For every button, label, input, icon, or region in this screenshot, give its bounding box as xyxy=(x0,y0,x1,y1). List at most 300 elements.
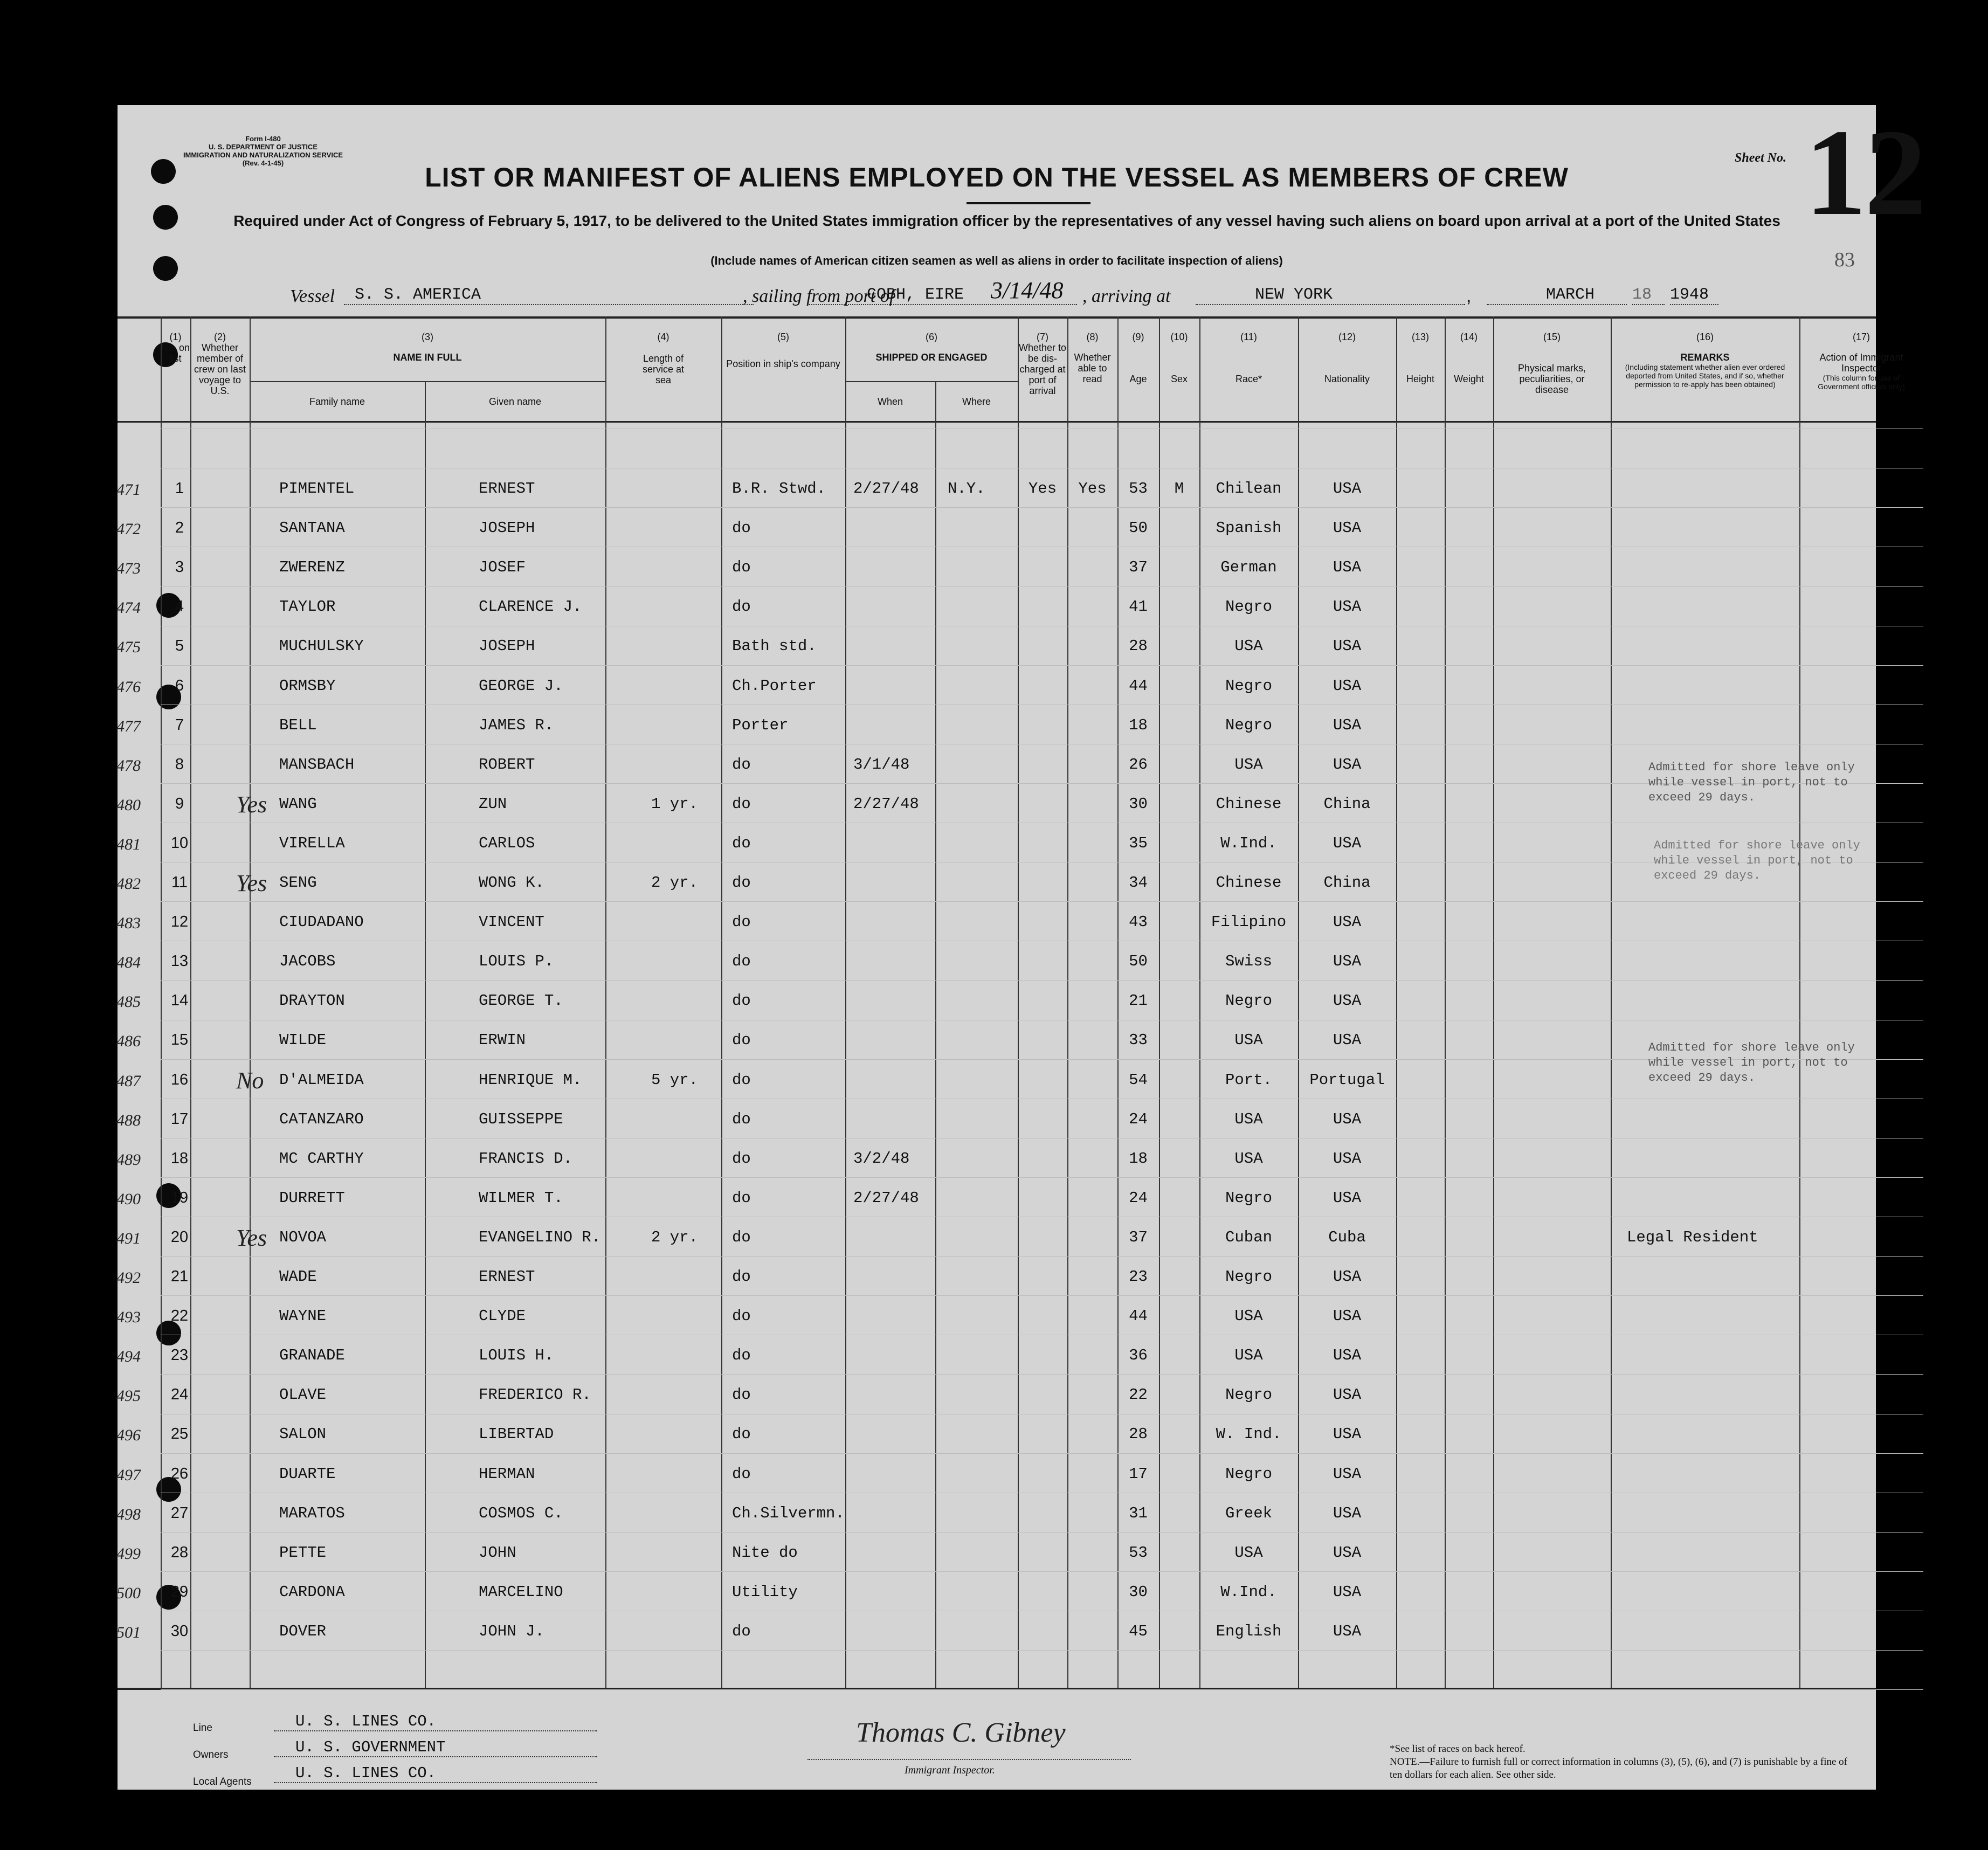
arrival-port: NEW YORK xyxy=(1196,286,1465,305)
race: English xyxy=(1216,1623,1282,1640)
position: do xyxy=(732,1268,751,1286)
family-name: OLAVE xyxy=(279,1386,327,1404)
penalty-note: NOTE.—Failure to furnish full or correct information in columns (3), (5), (6), and (7) is punishable by a fine of ten dollars for each alien. See other side. xyxy=(1390,1756,1847,1780)
form-revision: (Rev. 4-1-45) xyxy=(242,159,284,167)
ruled-line xyxy=(161,980,1923,981)
col-3-header: (3) NAME IN FULL xyxy=(393,332,462,363)
given-name: ERNEST xyxy=(479,480,535,498)
race: Filipino xyxy=(1211,913,1287,931)
arrival-month: MARCH xyxy=(1487,286,1627,305)
race: Negro xyxy=(1225,992,1272,1010)
margin-serial-number: 476 xyxy=(116,678,141,696)
family-name: D'ALMEIDA xyxy=(279,1071,364,1089)
column-rule xyxy=(425,381,426,1688)
margin-serial-number: 494 xyxy=(116,1348,141,1365)
position: Ch.Silvermn. xyxy=(732,1504,845,1522)
document-subtitle: Required under Act of Congress of February 5, 1917, to be delivered to the United States immigration officer by the representatives of any vessel having such aliens on board upon arrival at a port of the United States xyxy=(233,212,1780,229)
age: 22 xyxy=(1129,1386,1148,1404)
family-name: ZWERENZ xyxy=(279,558,345,576)
position: do xyxy=(732,1071,751,1089)
given-name: FRANCIS D. xyxy=(479,1150,573,1168)
owners-label: Owners xyxy=(193,1749,229,1761)
position: do xyxy=(732,952,751,970)
column-rule xyxy=(190,316,191,1688)
length-of-service: 2 yr. xyxy=(651,874,699,892)
column-rule xyxy=(1067,316,1068,1688)
position: do xyxy=(732,1189,751,1207)
age: 50 xyxy=(1129,519,1148,537)
age: 43 xyxy=(1129,913,1148,931)
nationality: USA xyxy=(1333,913,1362,931)
ruled-line xyxy=(161,1650,1923,1651)
given-name: JOHN xyxy=(479,1544,516,1562)
age: 35 xyxy=(1129,834,1148,852)
ruled-line xyxy=(161,507,1923,508)
margin-serial-number: 485 xyxy=(116,993,141,1011)
nationality: Cuba xyxy=(1328,1228,1366,1246)
column-rule xyxy=(250,316,251,1688)
ruled-line xyxy=(161,1453,1923,1454)
row-number: 19 xyxy=(170,1189,189,1206)
ruled-line xyxy=(161,665,1923,666)
position: B.R. Stwd. xyxy=(732,480,826,498)
col-9-header: (9) Age xyxy=(1129,332,1147,384)
race: Negro xyxy=(1225,598,1272,616)
margin-serial-number: 472 xyxy=(116,520,141,538)
document-subnote: (Include names of American citizen seamen as well as aliens in order to facilitate inspection of aliens) xyxy=(710,254,1283,267)
row-number: 18 xyxy=(170,1150,189,1167)
shipped-when: 3/1/48 xyxy=(853,756,910,774)
page-number: 83 xyxy=(1834,248,1855,271)
family-name: WADE xyxy=(279,1268,317,1286)
inspector-label: Immigrant Inspector. xyxy=(905,1764,995,1776)
family-name: DOVER xyxy=(279,1623,327,1640)
manifest-sheet xyxy=(116,103,1924,1790)
position: do xyxy=(732,913,751,931)
race: USA xyxy=(1234,637,1263,655)
family-name: BELL xyxy=(279,716,317,734)
ruled-line xyxy=(161,1374,1923,1375)
margin-serial-number: 482 xyxy=(116,875,141,893)
column-rule xyxy=(1493,316,1494,1688)
family-name-header: Family name xyxy=(309,396,365,407)
column-rule xyxy=(1611,316,1612,1688)
row-number: 13 xyxy=(170,952,189,970)
row-number: 20 xyxy=(170,1228,189,1246)
margin-serial-number: 489 xyxy=(116,1151,141,1169)
position: Utility xyxy=(732,1583,798,1601)
age: 45 xyxy=(1129,1623,1148,1640)
age: 33 xyxy=(1129,1031,1148,1049)
family-name: MARATOS xyxy=(279,1504,345,1522)
column-rule xyxy=(935,381,936,1688)
family-name: DRAYTON xyxy=(279,992,345,1010)
race: W.Ind. xyxy=(1220,1583,1277,1601)
row-number: 3 xyxy=(175,558,184,576)
col-17-header: (17) Action of Immigrant Inspector (This column for use of Government officials only) xyxy=(1818,332,1905,391)
race: Swiss xyxy=(1225,952,1272,970)
length-of-service: 5 yr. xyxy=(651,1071,699,1089)
position: Ch.Porter xyxy=(732,677,817,695)
race: Negro xyxy=(1225,1268,1272,1286)
row-number: 15 xyxy=(170,1031,189,1048)
given-name: LIBERTAD xyxy=(479,1425,554,1443)
family-name: MC CARTHY xyxy=(279,1150,364,1168)
family-name: SENG xyxy=(279,874,317,892)
races-note: *See list of races on back hereof. xyxy=(1390,1743,1525,1755)
vessel-name: S. S. AMERICA xyxy=(344,286,754,305)
position: do xyxy=(732,1110,751,1128)
column-rule xyxy=(1159,316,1160,1688)
age: 24 xyxy=(1129,1189,1148,1207)
age: 24 xyxy=(1129,1110,1148,1128)
handwritten-date: 3/14/48 xyxy=(991,277,1064,303)
age: 54 xyxy=(1129,1071,1148,1089)
row-number: 1 xyxy=(175,480,184,497)
nationality: USA xyxy=(1333,519,1362,537)
given-name: LOUIS P. xyxy=(479,952,554,970)
margin-serial-number: 501 xyxy=(116,1624,141,1641)
family-name: GRANADE xyxy=(279,1347,345,1364)
position: do xyxy=(732,1228,751,1246)
row-number: 25 xyxy=(170,1425,189,1442)
nationality: USA xyxy=(1333,992,1362,1010)
margin-serial-number: 484 xyxy=(116,954,141,971)
race: Chinese xyxy=(1216,874,1282,892)
column-rule xyxy=(161,316,162,1688)
arriving-label: , arriving at xyxy=(1082,286,1171,306)
remark-shore-leave: Admitted for shore leave only while vessel in port, not to exceed 29 days. xyxy=(1648,761,1855,804)
age: 26 xyxy=(1129,756,1148,774)
local-agents-value: U. S. LINES CO. xyxy=(274,1764,597,1783)
race: German xyxy=(1220,558,1277,576)
margin-serial-number: 477 xyxy=(116,717,141,735)
age: 37 xyxy=(1129,558,1148,576)
ruled-line xyxy=(161,1532,1923,1533)
shipped-where: N.Y. xyxy=(948,480,985,498)
margin-serial-number: 480 xyxy=(116,796,141,814)
age: 28 xyxy=(1129,1425,1148,1443)
position: do xyxy=(732,1623,751,1640)
col-14-header: (14) Weight xyxy=(1454,332,1484,384)
row-number: 5 xyxy=(175,637,184,654)
column-rule xyxy=(1396,316,1397,1688)
nationality: USA xyxy=(1333,1268,1362,1286)
column-rule xyxy=(1799,316,1800,1688)
row-number: 16 xyxy=(170,1071,189,1088)
family-name: DUARTE xyxy=(279,1465,336,1483)
margin-serial-number: 478 xyxy=(116,757,141,775)
col-5-header: (5) Position in ship's company xyxy=(726,332,840,369)
sailing-label: , sailing from port of xyxy=(743,286,895,306)
margin-serial-number: 495 xyxy=(116,1387,141,1405)
race: Negro xyxy=(1225,677,1272,695)
race: USA xyxy=(1234,756,1263,774)
col-1-header: (1) No. on list xyxy=(161,332,190,364)
given-name: CLYDE xyxy=(479,1307,526,1325)
position: do xyxy=(732,1465,751,1483)
given-name: COSMOS C. xyxy=(479,1504,563,1522)
race: Chilean xyxy=(1216,480,1282,498)
nationality: USA xyxy=(1333,1583,1362,1601)
nationality: USA xyxy=(1333,1189,1362,1207)
remarks: Legal Resident xyxy=(1627,1228,1758,1246)
vessel-label: Vessel xyxy=(290,286,335,306)
race: Negro xyxy=(1225,1189,1272,1207)
table-top-rule xyxy=(118,316,1876,319)
given-name: WILMER T. xyxy=(479,1189,563,1207)
age: 23 xyxy=(1129,1268,1148,1286)
age: 30 xyxy=(1129,795,1148,813)
col-4-header: (4) Length of service at sea xyxy=(642,332,685,385)
discharged: Yes xyxy=(1028,480,1057,498)
row-number: 22 xyxy=(170,1307,189,1324)
position: do xyxy=(732,1307,751,1325)
row-number: 14 xyxy=(170,992,189,1009)
ruled-line xyxy=(161,1571,1923,1572)
shipped-when: 2/27/48 xyxy=(853,795,919,813)
sheet-label: Sheet No. xyxy=(1735,151,1786,165)
age: 18 xyxy=(1129,716,1148,734)
given-name: ERNEST xyxy=(479,1268,535,1286)
nationality: USA xyxy=(1333,1031,1362,1049)
shipped-when: 2/27/48 xyxy=(853,480,919,498)
margin-serial-number: 487 xyxy=(116,1072,141,1090)
nationality: USA xyxy=(1333,952,1362,970)
age: 28 xyxy=(1129,637,1148,655)
position: do xyxy=(732,874,751,892)
margin-serial-number: 490 xyxy=(116,1190,141,1208)
shipped-subheader-rule xyxy=(845,381,1018,382)
given-name-header: Given name xyxy=(488,396,542,407)
last-voyage-mark: No xyxy=(236,1067,264,1094)
row-number: 17 xyxy=(170,1110,189,1128)
race: Negro xyxy=(1225,1465,1272,1483)
signature-line xyxy=(807,1759,1131,1760)
last-voyage-mark: Yes xyxy=(236,1225,267,1251)
family-name: SALON xyxy=(279,1425,327,1443)
given-name: JOSEPH xyxy=(479,519,535,537)
given-name: EVANGELINO R. xyxy=(479,1228,601,1246)
row-number: 26 xyxy=(170,1465,189,1482)
given-name: VINCENT xyxy=(479,913,544,931)
position: do xyxy=(732,558,751,576)
age: 21 xyxy=(1129,992,1148,1010)
race: Cuban xyxy=(1225,1228,1272,1246)
nationality: USA xyxy=(1333,558,1362,576)
given-name: GUISSEPPE xyxy=(479,1110,563,1128)
position: do xyxy=(732,1031,751,1049)
able-to-read: Yes xyxy=(1078,480,1107,498)
nationality: USA xyxy=(1333,598,1362,616)
given-name: FREDERICO R. xyxy=(479,1386,591,1404)
position: do xyxy=(732,1386,751,1404)
nationality: USA xyxy=(1333,677,1362,695)
when-header: When xyxy=(877,396,903,407)
family-name: TAYLOR xyxy=(279,598,336,616)
given-name: GEORGE T. xyxy=(479,992,563,1010)
ruled-line xyxy=(161,1295,1923,1296)
where-header: Where xyxy=(962,396,991,407)
given-name: JOSEPH xyxy=(479,637,535,655)
nationality: USA xyxy=(1333,1504,1362,1522)
row-number: 7 xyxy=(175,716,184,734)
given-name: CLARENCE J. xyxy=(479,598,582,616)
given-name: HERMAN xyxy=(479,1465,535,1483)
ruled-line xyxy=(161,901,1923,902)
family-name: NOVOA xyxy=(279,1228,327,1246)
shipped-when: 3/2/48 xyxy=(853,1150,910,1168)
age: 53 xyxy=(1129,1544,1148,1562)
margin-serial-number: 473 xyxy=(116,560,141,577)
age: 34 xyxy=(1129,874,1148,892)
nationality: China xyxy=(1323,795,1371,813)
col-16-header: (16) REMARKS (Including statement whether alien ever ordered deported from United States, and if so, whether permission to re-apply has been obtained) xyxy=(1625,332,1785,389)
nationality: USA xyxy=(1333,480,1362,498)
department-name: U. S. DEPARTMENT OF JUSTICE xyxy=(209,143,317,151)
position: do xyxy=(732,519,751,537)
ruled-line xyxy=(161,1256,1923,1257)
family-name: SANTANA xyxy=(279,519,345,537)
col-12-header: (12) Nationality xyxy=(1324,332,1370,384)
line-label: Line xyxy=(193,1722,212,1734)
given-name: ERWIN xyxy=(479,1031,526,1049)
family-name: ORMSBY xyxy=(279,677,336,695)
nationality: China xyxy=(1323,874,1371,892)
row-number: 21 xyxy=(170,1268,189,1285)
nationality: USA xyxy=(1333,716,1362,734)
length-of-service: 1 yr. xyxy=(651,795,699,813)
margin-serial-number: 486 xyxy=(116,1032,141,1050)
margin-serial-number: 488 xyxy=(116,1112,141,1129)
nationality: USA xyxy=(1333,1347,1362,1364)
margin-serial-number: 492 xyxy=(116,1269,141,1287)
row-number: 12 xyxy=(170,913,189,930)
row-number: 28 xyxy=(170,1544,189,1561)
position: do xyxy=(732,598,751,616)
position: do xyxy=(732,834,751,852)
given-name: MARCELINO xyxy=(479,1583,563,1601)
margin-serial-number: 481 xyxy=(116,836,141,853)
nationality: USA xyxy=(1333,1623,1362,1640)
margin-serial-number: 493 xyxy=(116,1308,141,1326)
nationality: USA xyxy=(1333,637,1362,655)
row-number: 24 xyxy=(170,1386,189,1403)
ruled-line xyxy=(161,1177,1923,1178)
nationality: USA xyxy=(1333,1425,1362,1443)
shipped-when: 2/27/48 xyxy=(853,1189,919,1207)
race: W.Ind. xyxy=(1220,834,1277,852)
margin-serial-number: 491 xyxy=(116,1230,141,1247)
family-name: JACOBS xyxy=(279,952,336,970)
row-number: 11 xyxy=(171,874,188,891)
row-number: 23 xyxy=(170,1347,189,1364)
last-voyage-mark: Yes xyxy=(236,791,267,818)
column-rule xyxy=(1445,316,1446,1688)
row-number: 29 xyxy=(170,1583,189,1600)
given-name: ROBERT xyxy=(479,756,535,774)
col-11-header: (11) Race* xyxy=(1235,332,1262,384)
race: Negro xyxy=(1225,1386,1272,1404)
nationality: USA xyxy=(1333,834,1362,852)
race: USA xyxy=(1234,1110,1263,1128)
margin-serial-number: 475 xyxy=(116,638,141,656)
col-2-header: (2) Whether member of crew on last voyage to U.S. xyxy=(194,332,246,396)
row-number: 30 xyxy=(170,1623,189,1640)
age: 44 xyxy=(1129,677,1148,695)
sex: M xyxy=(1174,480,1184,498)
row-number: 9 xyxy=(175,795,184,812)
age: 44 xyxy=(1129,1307,1148,1325)
age: 31 xyxy=(1129,1504,1148,1522)
title-underline xyxy=(967,202,1090,204)
column-rule xyxy=(1018,316,1019,1688)
inspector-signature: Thomas C. Gibney xyxy=(856,1717,1066,1748)
given-name: LOUIS H. xyxy=(479,1347,554,1364)
age: 18 xyxy=(1129,1150,1148,1168)
row-number: 4 xyxy=(175,598,184,615)
given-name: GEORGE J. xyxy=(479,677,563,695)
nationality: Portugal xyxy=(1309,1071,1385,1089)
name-subheader-rule xyxy=(250,381,605,382)
family-name: WILDE xyxy=(279,1031,327,1049)
race: W. Ind. xyxy=(1216,1425,1282,1443)
row-number: 8 xyxy=(175,756,184,773)
family-name: CARDONA xyxy=(279,1583,345,1601)
col-13-header: (13) Height xyxy=(1406,332,1435,384)
position: do xyxy=(732,756,751,774)
race: Greek xyxy=(1225,1504,1272,1522)
position: do xyxy=(732,1425,751,1443)
departure-port: COBH, EIRE xyxy=(807,286,1077,305)
ruled-line xyxy=(161,1689,1923,1690)
line-value: U. S. LINES CO. xyxy=(274,1713,597,1731)
age: 50 xyxy=(1129,952,1148,970)
race: USA xyxy=(1234,1544,1263,1562)
nationality: USA xyxy=(1333,756,1362,774)
column-rule xyxy=(845,316,846,1688)
margin-serial-number: 471 xyxy=(116,481,141,499)
race: Chinese xyxy=(1216,795,1282,813)
family-name: CATANZARO xyxy=(279,1110,364,1128)
given-name: JAMES R. xyxy=(479,716,554,734)
family-name: PIMENTEL xyxy=(279,480,355,498)
family-name: DURRETT xyxy=(279,1189,345,1207)
position: Porter xyxy=(732,716,789,734)
remark-shore-leave: Admitted for shore leave only while vessel in port, not to exceed 29 days. xyxy=(1648,1041,1855,1085)
position: do xyxy=(732,1150,751,1168)
table-header-rule xyxy=(118,421,1876,423)
family-name: WANG xyxy=(279,795,317,813)
arrival-year: 1948 xyxy=(1670,286,1718,305)
position: do xyxy=(732,992,751,1010)
age: 36 xyxy=(1129,1347,1148,1364)
given-name: JOSEF xyxy=(479,558,526,576)
age: 37 xyxy=(1129,1228,1148,1246)
binder-hole xyxy=(153,205,178,230)
col-8-header: (8) Whether able to read xyxy=(1074,332,1111,384)
sheet-number: 12 xyxy=(1805,103,1924,241)
position: do xyxy=(732,795,751,813)
margin-serial-number: 500 xyxy=(116,1584,141,1602)
family-name: PETTE xyxy=(279,1544,327,1562)
service-name: IMMIGRATION AND NATURALIZATION SERVICE xyxy=(183,151,343,159)
document-title: LIST OR MANIFEST OF ALIENS EMPLOYED ON THE VESSEL AS MEMBERS OF CREW xyxy=(425,162,1569,192)
given-name: CARLOS xyxy=(479,834,535,852)
nationality: USA xyxy=(1333,1110,1362,1128)
age: 30 xyxy=(1129,1583,1148,1601)
column-rule xyxy=(605,316,606,1688)
